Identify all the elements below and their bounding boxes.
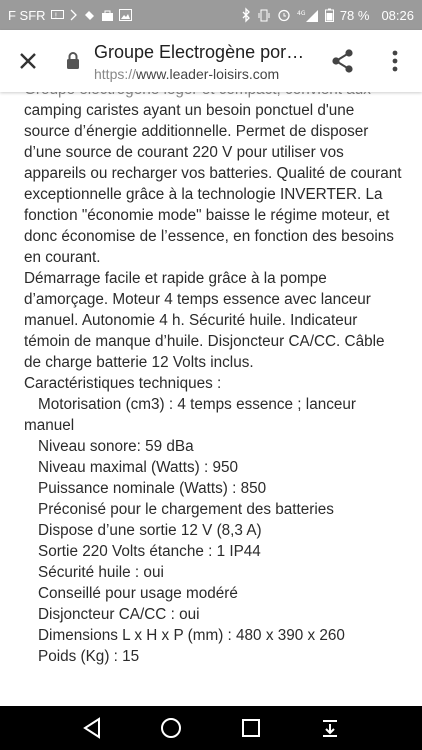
intro-line: exceptionnelle grâce à la technologie INVERTER. La bbox=[24, 186, 383, 203]
spec-list bbox=[24, 436, 404, 667]
spec-item: Niveau sonore: 59 dBa bbox=[38, 438, 194, 455]
share-button[interactable] bbox=[330, 48, 358, 76]
browser-toolbar bbox=[0, 30, 422, 92]
product-description bbox=[24, 79, 404, 730]
app-icon bbox=[83, 9, 96, 22]
svg-text:!: ! bbox=[54, 11, 57, 19]
home-button[interactable] bbox=[156, 713, 186, 743]
recents-square-icon bbox=[241, 718, 261, 738]
intro-line: Caractéristiques techniques : bbox=[24, 375, 222, 392]
lock-icon bbox=[66, 52, 82, 70]
spec-item: Conseillé pour usage modéré bbox=[38, 585, 238, 602]
page-url bbox=[94, 64, 312, 84]
bluetooth-icon bbox=[241, 8, 251, 22]
spec-item: Sortie 220 Volts étanche : 1 IP44 bbox=[38, 543, 261, 560]
carrier-label: F SFR bbox=[8, 7, 46, 23]
battery-percent: 78 % bbox=[339, 7, 370, 23]
spec-item: Niveau maximal (Watts) : 950 bbox=[38, 459, 239, 476]
notifications-button[interactable] bbox=[315, 713, 345, 743]
image-icon bbox=[119, 9, 132, 21]
spec-item: Préconisé pour le chargement des batteries bbox=[38, 501, 334, 518]
intro-line: donc économise de l’essence, en fonction des besoins bbox=[24, 228, 394, 245]
intro-line: de charge batterie 12 Volts inclus. bbox=[24, 354, 254, 371]
vibrate-icon bbox=[257, 9, 271, 22]
intro-line: en courant. bbox=[24, 249, 101, 266]
signal-icon bbox=[297, 9, 319, 22]
spacer bbox=[24, 667, 404, 688]
recents-button[interactable] bbox=[236, 713, 266, 743]
menu-button[interactable] bbox=[383, 48, 407, 76]
intro-line: source d’énergie additionnelle. Permet de disposer bbox=[24, 123, 369, 140]
bag-icon bbox=[101, 9, 114, 22]
status-bar bbox=[0, 0, 422, 30]
message-icon bbox=[51, 10, 64, 21]
close-icon bbox=[19, 52, 37, 70]
intro-line: camping caristes ayant un besoin ponctuel d'une bbox=[24, 102, 355, 119]
title-box[interactable] bbox=[94, 41, 312, 84]
intro-line: d’amorçage. Moteur 4 temps essence avec lanceur bbox=[24, 291, 371, 308]
home-circle-icon bbox=[160, 717, 182, 739]
spec-line: Motorisation (cm3) : 4 temps essence ; lanceur bbox=[38, 396, 356, 413]
share-icon bbox=[330, 48, 356, 74]
intro-line: fonction "économie mode" baisse le régime moteur, et bbox=[24, 207, 390, 224]
page-content[interactable] bbox=[0, 92, 422, 706]
back-button[interactable] bbox=[77, 713, 107, 743]
spec-item: Sécurité huile : oui bbox=[38, 564, 164, 581]
clock: 08:26 bbox=[381, 7, 414, 23]
battery-icon bbox=[325, 8, 334, 22]
more-vert-icon bbox=[383, 48, 407, 74]
svg-text:4G: 4G bbox=[296, 9, 306, 17]
intro-line: appareils ou recharger vos batteries. Qualité de courant bbox=[24, 165, 402, 182]
spec-item: Dimensions L x H x P (mm) : 480 x 390 x 260 bbox=[38, 627, 345, 644]
data-icon bbox=[69, 9, 78, 21]
intro-text bbox=[24, 100, 404, 394]
spec-item: Puissance nominale (Watts) : 850 bbox=[38, 480, 267, 497]
intro-line: d’une source de courant 220 V pour utiliser vos bbox=[24, 144, 344, 161]
spec-item: Disjoncteur CA/CC : oui bbox=[38, 606, 200, 623]
spec-line-continued: manuel bbox=[24, 417, 75, 434]
intro-line: Démarrage facile et rapide grâce à la pompe bbox=[24, 270, 327, 287]
spec-item: Poids (Kg) : 15 bbox=[38, 648, 140, 665]
intro-line: manuel. Autonomie 4 h. Sécurité huile. Indicateur bbox=[24, 312, 358, 329]
close-button[interactable] bbox=[14, 47, 42, 75]
alarm-icon bbox=[277, 8, 291, 22]
page-title: Groupe Electrogène por… bbox=[94, 42, 305, 62]
spec-item: Dispose d’une sortie 12 V (8,3 A) bbox=[38, 522, 262, 539]
back-triangle-icon bbox=[82, 717, 102, 739]
url-host: www.leader-loisirs.com bbox=[136, 66, 280, 82]
navigation-bar bbox=[0, 706, 422, 750]
url-scheme: https:// bbox=[94, 66, 137, 82]
intro-line: témoin de manque d’huile. Disjoncteur CA/CC. Câble bbox=[24, 333, 385, 350]
pull-down-icon bbox=[320, 718, 340, 738]
